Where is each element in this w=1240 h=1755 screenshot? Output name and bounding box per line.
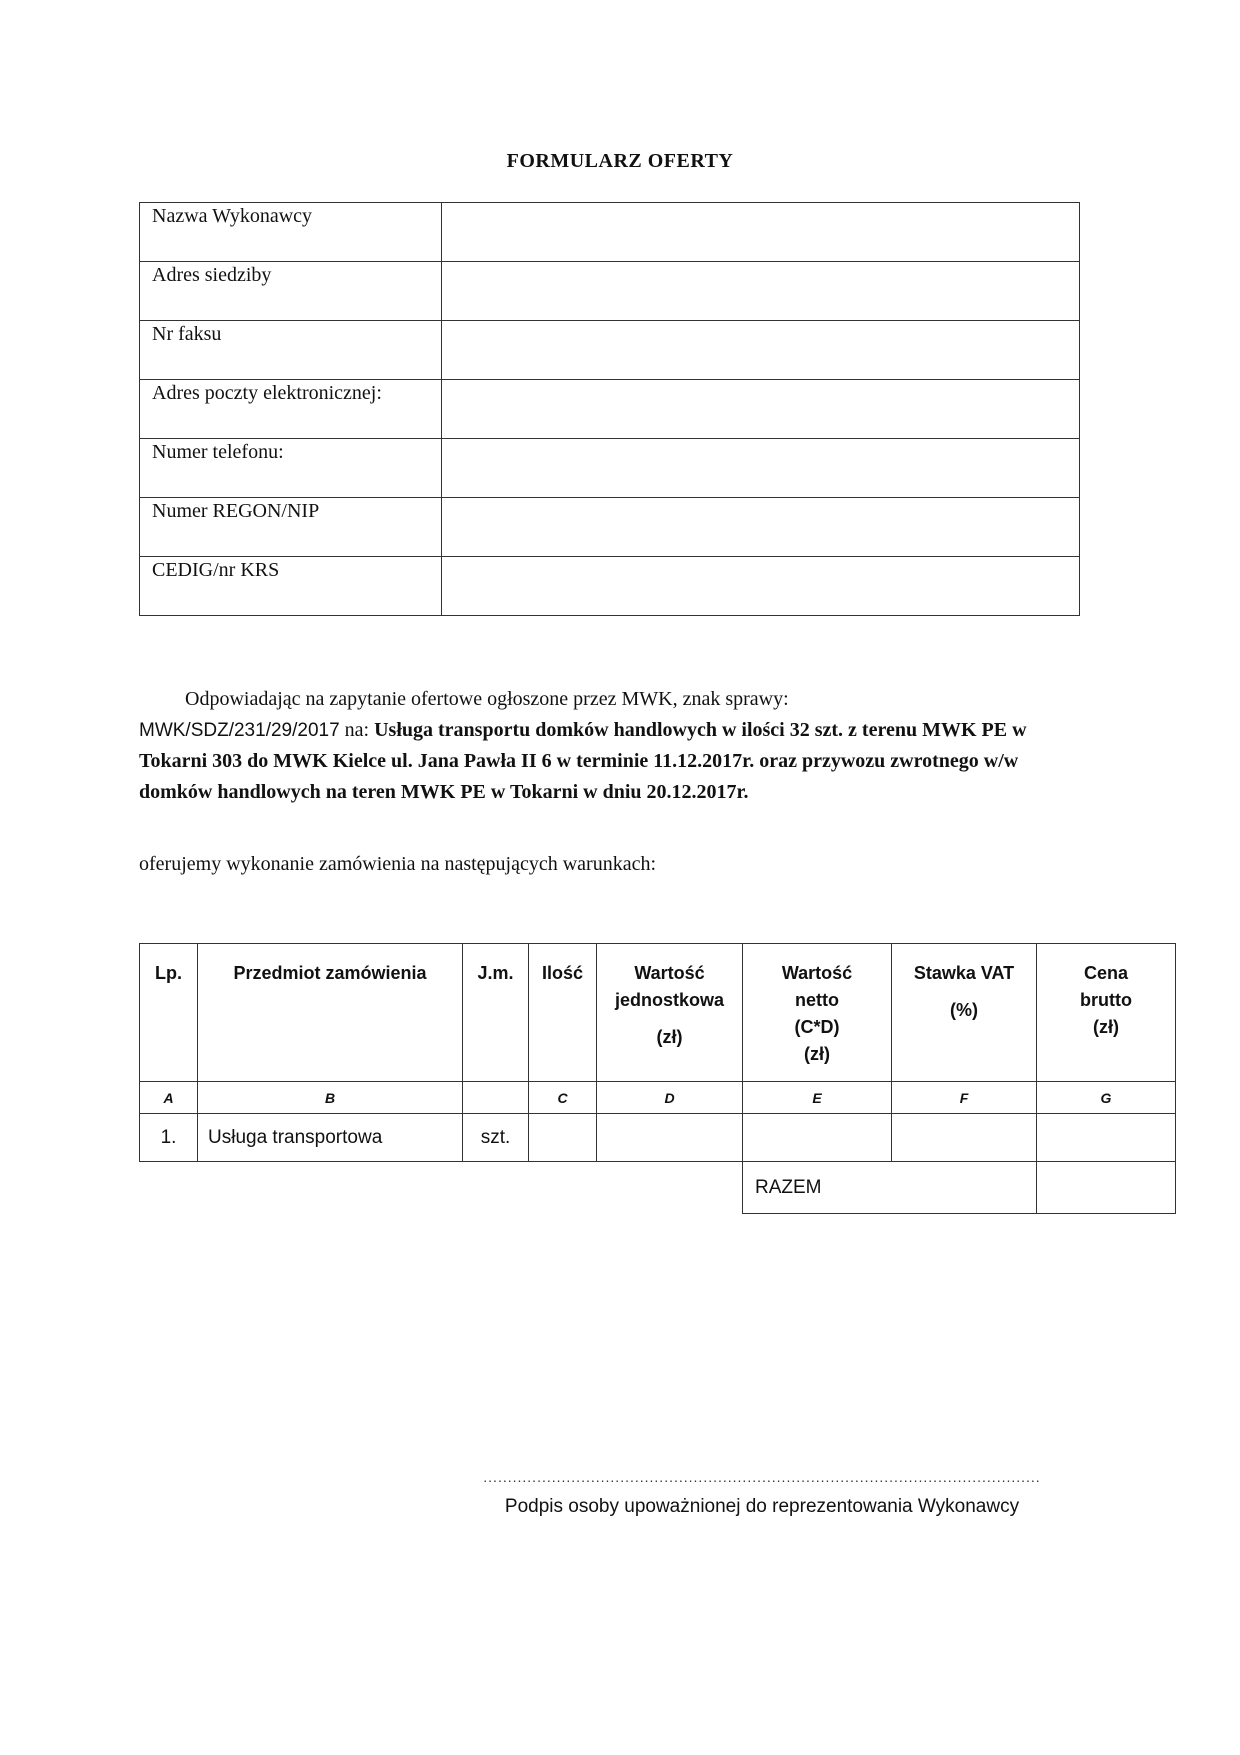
row-lp: 1.: [140, 1114, 198, 1162]
signature-caption: Podpis osoby upoważnionej do reprezentowania Wykonawcy: [504, 1496, 1020, 1517]
total-spacer: [140, 1162, 743, 1214]
row-qty[interactable]: [529, 1114, 597, 1162]
header-vat-line1: Stawka VAT: [913, 963, 1015, 983]
header-unit-value-line1: Wartość: [634, 963, 705, 983]
header-net: [743, 944, 892, 1082]
row-vat[interactable]: [892, 1114, 1037, 1162]
order-table-header: [140, 944, 1176, 1082]
intro-paragraph: [139, 684, 1069, 808]
header-item: Przedmiot zamówienia: [198, 944, 463, 1082]
header-gross-line1: Cena: [1083, 963, 1128, 983]
header-vat: [892, 944, 1037, 1082]
column-letter-row: [140, 1082, 1176, 1114]
contractor-field-row: [140, 262, 1080, 321]
header-gross-line2: brutto: [1080, 990, 1132, 1010]
field-value-regon-nip[interactable]: [442, 498, 1080, 557]
order-table: [139, 943, 1176, 1214]
contractor-field-row: [140, 557, 1080, 616]
signature-block: [462, 1470, 1062, 1518]
header-vat-line2: (%): [950, 1000, 978, 1020]
header-net-line4: (zł): [804, 1044, 830, 1064]
header-unit: J.m.: [463, 944, 529, 1082]
case-reference: MWK/SDZ/231/29/2017: [139, 720, 340, 741]
field-label-fax: Nr faksu: [140, 321, 442, 380]
contractor-field-row: [140, 498, 1080, 557]
header-net-line1: Wartość: [781, 963, 853, 983]
contractor-info-table: [139, 202, 1080, 616]
header-unit-value-line2: jednostkowa: [614, 990, 725, 1010]
field-label-email: Adres poczty elektronicznej:: [140, 380, 442, 439]
column-letter-b: B: [198, 1082, 463, 1114]
row-gross[interactable]: [1037, 1114, 1176, 1162]
signature-line[interactable]: ..................................................................................................................: [483, 1469, 1041, 1485]
field-label-regon-nip: Numer REGON/NIP: [140, 498, 442, 557]
intro-lead: Odpowiadając na zapytanie ofertowe ogłoszone przez MWK, znak sprawy:: [185, 688, 789, 710]
header-unit-value: [597, 944, 743, 1082]
row-item: Usługa transportowa: [198, 1114, 463, 1162]
field-value-name[interactable]: [442, 203, 1080, 262]
column-letter-g: G: [1037, 1082, 1176, 1114]
order-subject: Usługa transportu domków handlowych w ilości 32 szt. z terenu MWK PE w Tokarni 303 do MWK Kielce ul. Jana Pawła II 6 w terminie 11.12.2017r. oraz przywozu zwrotnego w/w domków handlowych na teren MWK PE w Tokarni w dniu 20.12.2017r.: [139, 719, 1027, 803]
total-row: [140, 1162, 1176, 1214]
header-unit-value-line3: (zł): [656, 1027, 683, 1047]
header-gross-line3: (zł): [1093, 1017, 1119, 1037]
intro-subject-block: [139, 715, 1069, 808]
column-letter-e: E: [743, 1082, 892, 1114]
contractor-field-row: [140, 321, 1080, 380]
field-label-phone: Numer telefonu:: [140, 439, 442, 498]
field-label-cedig-krs: CEDIG/nr KRS: [140, 557, 442, 616]
column-letter-c: C: [529, 1082, 597, 1114]
column-letter-f: F: [892, 1082, 1037, 1114]
contractor-field-row: [140, 439, 1080, 498]
intro-connector: na:: [339, 719, 375, 741]
row-unit: szt.: [463, 1114, 529, 1162]
field-value-fax[interactable]: [442, 321, 1080, 380]
field-label-name: Nazwa Wykonawcy: [140, 203, 442, 262]
field-label-address: Adres siedziby: [140, 262, 442, 321]
column-letter-a: A: [140, 1082, 198, 1114]
column-letter-d: D: [597, 1082, 743, 1114]
header-net-line3: (C*D): [794, 1017, 840, 1037]
header-net-line2: netto: [795, 990, 839, 1010]
table-row: [140, 1114, 1176, 1162]
row-net[interactable]: [743, 1114, 892, 1162]
total-value[interactable]: [1037, 1162, 1176, 1214]
contractor-field-row: [140, 203, 1080, 262]
field-value-address[interactable]: [442, 262, 1080, 321]
row-unit-value[interactable]: [597, 1114, 743, 1162]
column-letter-empty: [463, 1082, 529, 1114]
field-value-cedig-krs[interactable]: [442, 557, 1080, 616]
total-label: RAZEM: [743, 1162, 1037, 1214]
contractor-field-row: [140, 380, 1080, 439]
header-gross: [1037, 944, 1176, 1082]
header-lp: Lp.: [140, 944, 198, 1082]
field-value-email[interactable]: [442, 380, 1080, 439]
header-qty: Ilość: [529, 944, 597, 1082]
form-title: FORMULARZ OFERTY: [506, 150, 734, 172]
field-value-phone[interactable]: [442, 439, 1080, 498]
intro-closing: oferujemy wykonanie zamówienia na następujących warunkach:: [139, 853, 657, 875]
